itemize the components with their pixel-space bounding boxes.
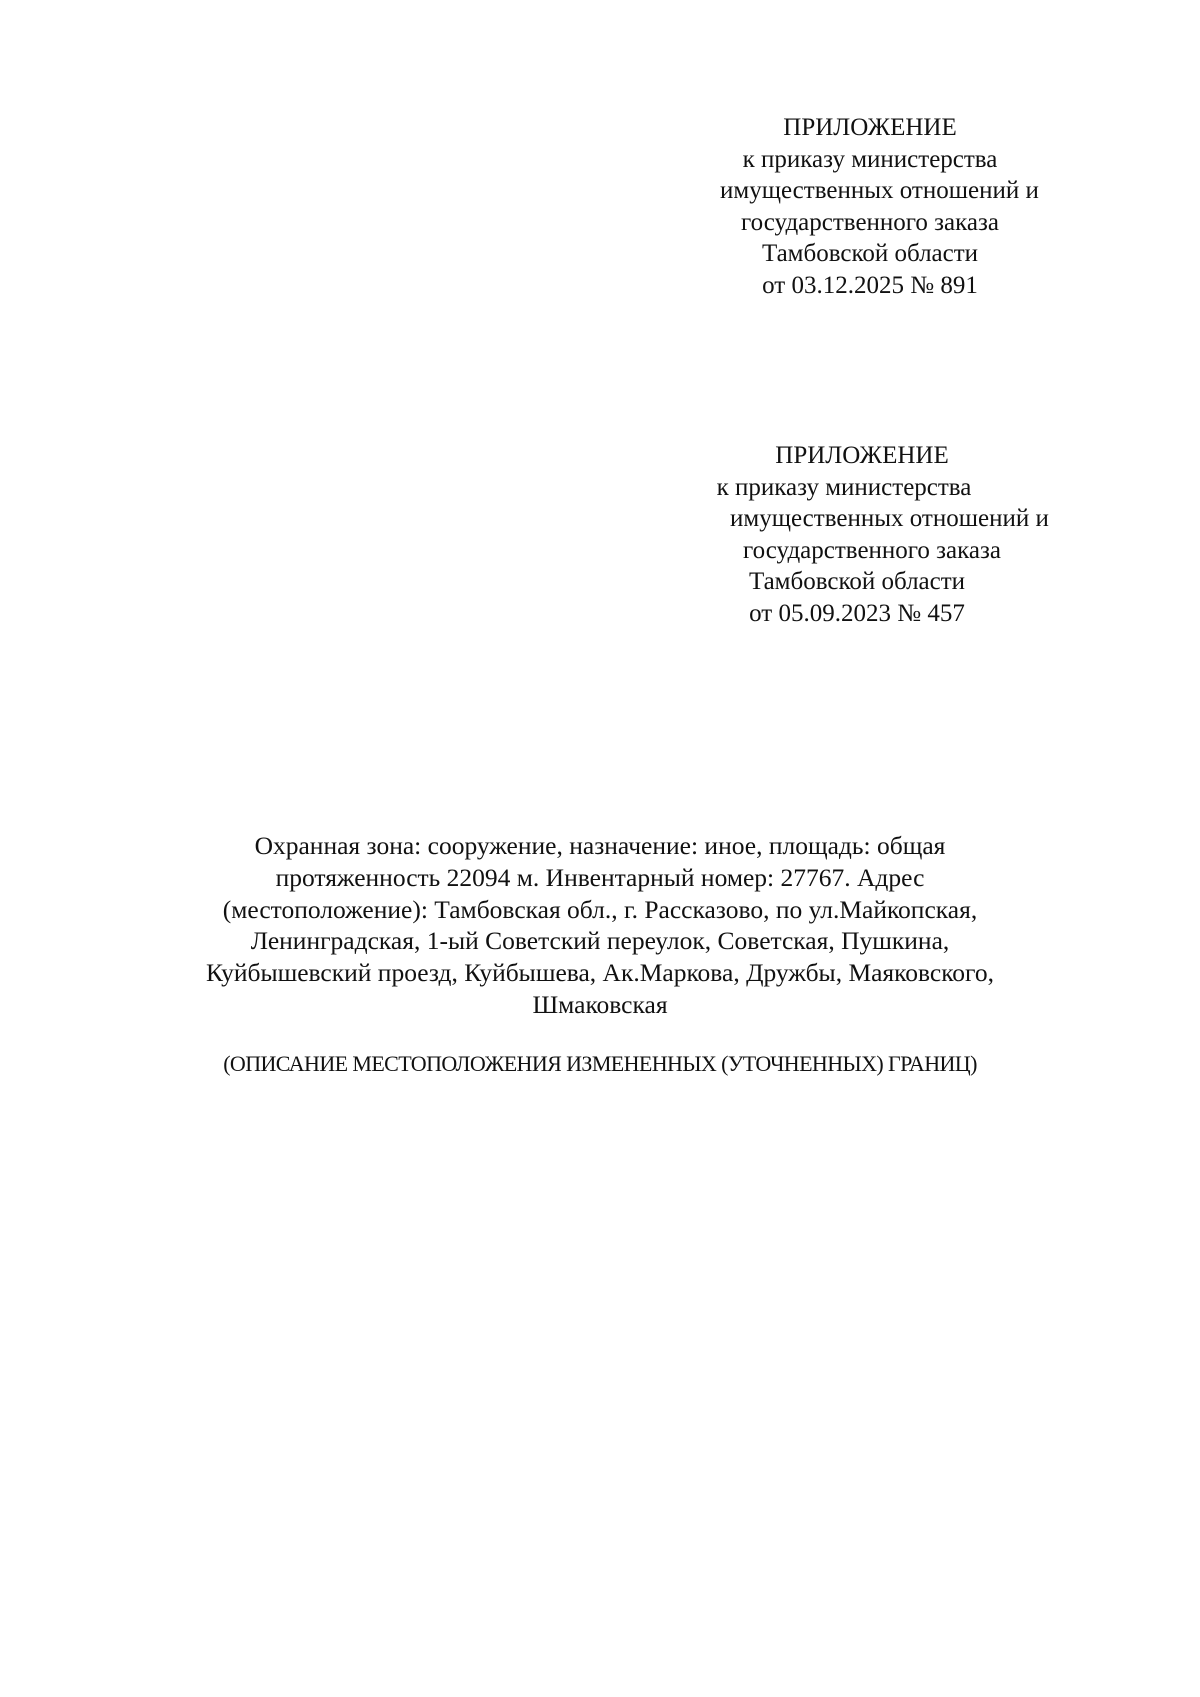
description-line: (местоположение): Тамбовская обл., г. Рассказово, по ул.Майкопская, — [222, 894, 978, 924]
appendix-header-current — [720, 112, 1039, 301]
appendix-ministry-line: государственного заказа — [741, 208, 999, 236]
description-line: протяженность 22094 м. Инвентарный номер: 27767. Адрес — [275, 862, 925, 892]
section-heading-text: (ОПИСАНИЕ МЕСТОПОЛОЖЕНИЯ ИЗМЕНЕННЫХ (УТОЧНЕННЫХ) ГРАНИЦ) — [223, 1051, 977, 1076]
appendix-region-line: Тамбовской области — [748, 568, 966, 595]
appendix-ministry-line: имущественных отношений и — [730, 505, 1049, 532]
appendix-ministry-line: имущественных отношений и — [720, 177, 1039, 204]
appendix-header-previous — [702, 440, 1049, 629]
section-heading — [150, 1050, 1050, 1078]
appendix-region-line: Тамбовской области — [761, 240, 979, 267]
description-line: Охранная зона: сооружение, назначение: иное, площадь: общая — [254, 831, 946, 860]
appendix-title: ПРИЛОЖЕНИЕ — [775, 442, 949, 469]
appendix-order-line: к приказу министерства — [742, 145, 998, 173]
appendix-ministry-line: государственного заказа — [743, 536, 1001, 564]
appendix-order-line: к приказу министерства — [716, 473, 972, 501]
description-line: Куйбышевский проезд, Куйбышева, Ак.Маркова, Дружбы, Маяковского, — [205, 958, 995, 988]
description-line: Шмаковская — [532, 989, 668, 1019]
description-line: Ленинградская, 1-ый Советский переулок, Советская, Пушкина, — [250, 926, 950, 956]
appendix-date-number: от 05.09.2023 № 457 — [749, 599, 965, 627]
appendix-date-number: от 03.12.2025 № 891 — [762, 271, 978, 299]
appendix-title: ПРИЛОЖЕНИЕ — [783, 114, 957, 141]
protection-zone-description — [150, 830, 1050, 1021]
